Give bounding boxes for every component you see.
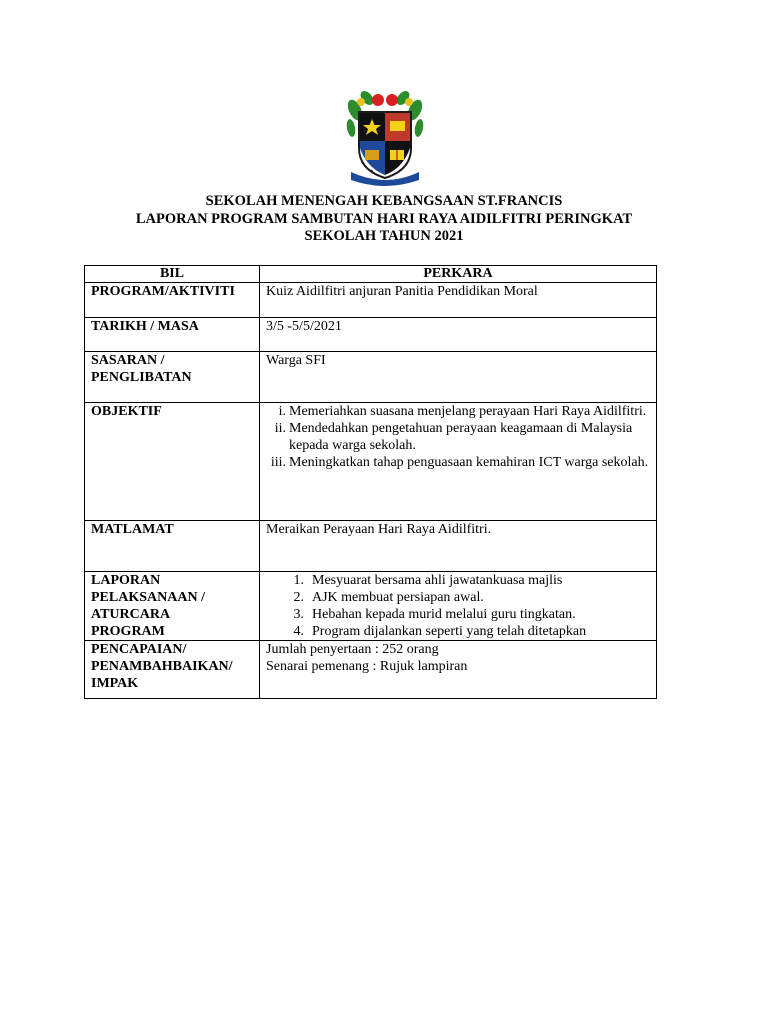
label-laporan-line: LAPORAN	[91, 573, 161, 588]
report-title: LAPORAN PROGRAM SAMBUTAN HARI RAYA AIDILFITRI PERINGKAT	[135, 210, 633, 227]
header-bil: BIL	[85, 266, 260, 283]
stray-mark: `	[370, 167, 374, 181]
list-item: ii. Mendedahkan pengetahuan perayaan keagamaan di Malaysia kepada warga sekolah.	[274, 421, 633, 453]
school-crest-logo	[345, 88, 425, 188]
row-sasaran	[85, 352, 657, 403]
label-laporan-line: ATURCARA	[91, 607, 171, 622]
header-perkara: PERKARA	[260, 266, 657, 283]
row-pencapaian	[85, 641, 657, 699]
document-heading	[100, 193, 668, 246]
row-tarikh	[85, 318, 657, 352]
label-tarikh: TARIKH / MASA	[85, 318, 260, 352]
value-laporan	[260, 572, 657, 641]
value-tarikh: 3/5 -5/5/2021	[260, 318, 657, 352]
label-objektif: OBJEKTIF	[85, 403, 260, 521]
report-table	[84, 265, 657, 699]
row-program	[85, 283, 657, 318]
label-laporan-line: PROGRAM	[91, 624, 165, 639]
list-item: 3. Hebahan kepada murid melalui guru tingkatan.	[293, 607, 576, 622]
table-header-row	[85, 266, 657, 283]
label-laporan	[85, 572, 260, 641]
list-item: 2. AJK membuat persiapan awal.	[293, 590, 484, 605]
row-matlamat	[85, 521, 657, 572]
value-program: Kuiz Aidilfitri anjuran Panitia Pendidikan Moral	[260, 283, 657, 318]
school-name: SEKOLAH MENENGAH KEBANGSAAN ST.FRANCIS	[205, 193, 563, 209]
list-item: 1. Mesyuarat bersama ahli jawatankuasa majlis	[293, 573, 563, 588]
report-title-continued: SEKOLAH TAHUN 2021	[304, 228, 464, 244]
pencapaian-line: Jumlah penyertaan : 252 orang	[266, 642, 439, 657]
list-item: i. Memeriahkan suasana menjelang perayaan Hari Raya Aidilfitri.	[278, 404, 647, 419]
value-matlamat: Meraikan Perayaan Hari Raya Aidilfitri.	[260, 521, 657, 572]
objektif-list	[266, 403, 650, 471]
label-pencapaian-line: PENCAPAIAN/	[91, 642, 187, 657]
label-sasaran-line: PENGLIBATAN	[91, 370, 192, 385]
label-sasaran-line: SASARAN /	[91, 353, 165, 368]
pencapaian-line: Senarai pemenang : Rujuk lampiran	[266, 659, 468, 674]
value-objektif	[260, 403, 657, 521]
row-laporan	[85, 572, 657, 641]
label-matlamat: MATLAMAT	[85, 521, 260, 572]
list-item: 4. Program dijalankan seperti yang telah ditetapkan	[293, 624, 587, 639]
value-sasaran: Warga SFI	[260, 352, 657, 403]
list-item: iii. Meningkatkan tahap penguasaan kemahiran ICT warga sekolah.	[270, 455, 649, 470]
label-sasaran	[85, 352, 260, 403]
value-pencapaian	[260, 641, 657, 699]
row-objektif	[85, 403, 657, 521]
label-laporan-line: PELAKSANAAN /	[91, 590, 205, 605]
label-pencapaian-line: PENAMBAHBAIKAN/	[91, 659, 233, 674]
laporan-list	[266, 572, 650, 640]
label-program: PROGRAM/AKTIVITI	[85, 283, 260, 318]
label-pencapaian-line: IMPAK	[91, 676, 139, 691]
label-pencapaian	[85, 641, 260, 699]
